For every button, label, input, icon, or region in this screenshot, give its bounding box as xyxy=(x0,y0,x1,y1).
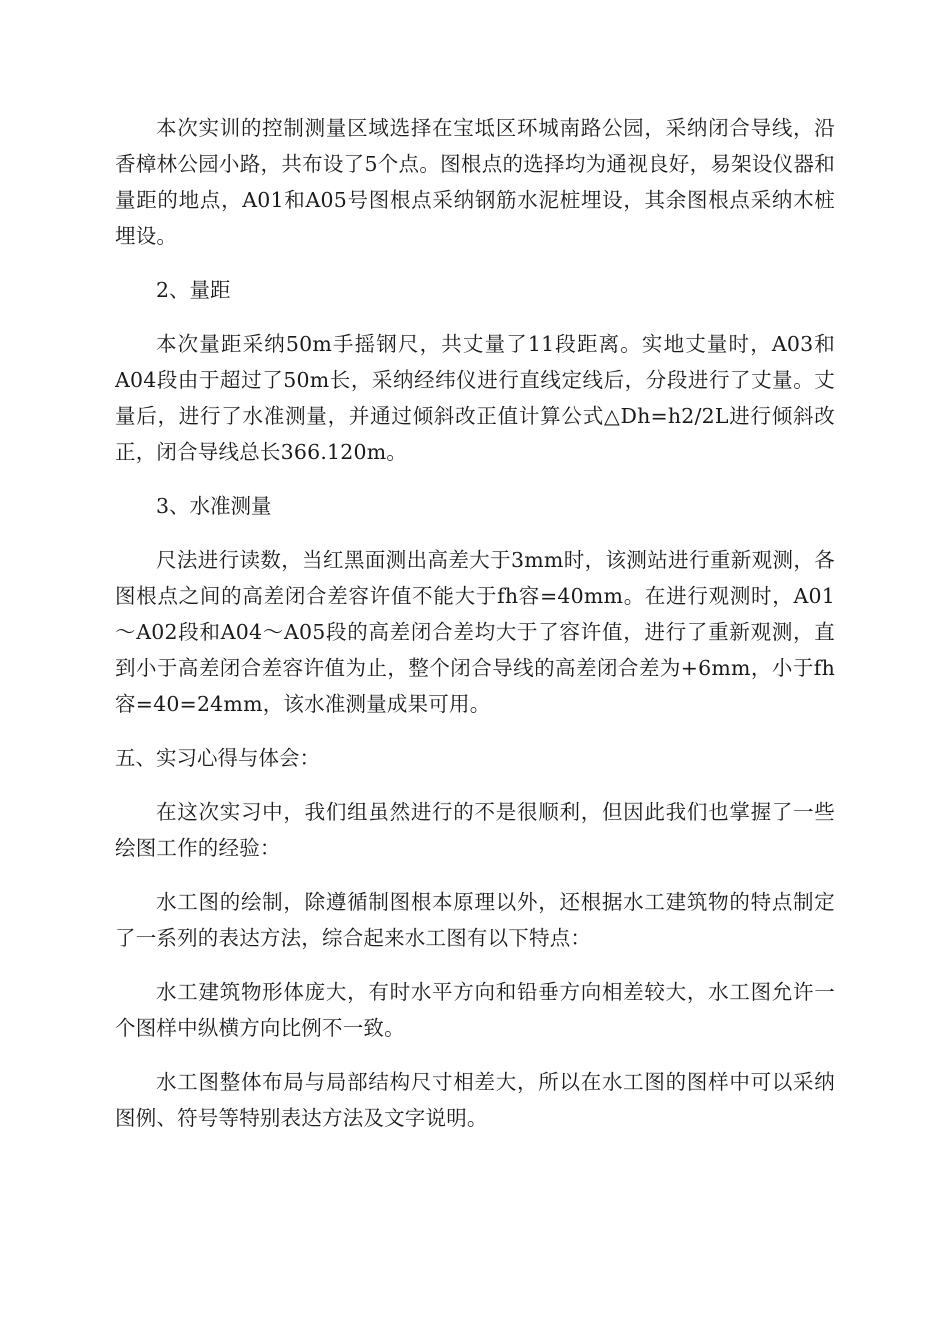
heading-distance-measurement: 2、量距 xyxy=(156,278,231,302)
document-page xyxy=(115,110,835,1154)
paragraph-control-survey: 本次实训的控制测量区域选择在宝坻区环城南路公园，采纳闭合导线，沿香樟林公园小路，共布设了5个点。图根点的选择均为通视良好，易架设仪器和量距的地点，A01和A05号图根点采纳钢筋水泥桩埋设，其余图根点采纳木桩埋设。 xyxy=(115,116,835,248)
paragraph-hydraulic-drawing: 水工图的绘制，除遵循制图根本原理以外，还根据水工建筑物的特点制定了一系列的表达方法，综合起来水工图有以下特点： xyxy=(115,890,835,950)
heading-leveling: 3、水准测量 xyxy=(156,494,272,518)
paragraph-experience: 在这次实习中，我们组虽然进行的不是很顺利，但因此我们也掌握了一些绘图工作的经验： xyxy=(115,800,835,860)
paragraph-scale-difference: 水工建筑物形体庞大，有时水平方向和铅垂方向相差较大，水工图允许一个图样中纵横方向比例不一致。 xyxy=(115,980,835,1040)
paragraph-layout-symbols: 水工图整体布局与局部结构尺寸相差大，所以在水工图的图样中可以采纳图例、符号等特别表达方法及文字说明。 xyxy=(115,1070,835,1130)
section-heading-reflections: 五、实习心得与体会： xyxy=(115,746,320,770)
paragraph-leveling: 尺法进行读数，当红黑面测出高差大于3mm时，该测站进行重新观测，各图根点之间的高差闭合差容许值不能大于fh容=40mm。在进行观测时，A01～A02段和A04～A05段的高差闭合差均大于了容许值，进行了重新观测，直到小于高差闭合差容许值为止，整个闭合导线的高差闭合差为+6mm，小于fh容=40=24mm，该水准测量成果可用。 xyxy=(115,548,835,716)
paragraph-distance-measurement: 本次量距采纳50m手摇钢尺，共丈量了11段距离。实地丈量时，A03和A04段由于超过了50m长，采纳经纬仪进行直线定线后，分段进行了丈量。丈量后，进行了水准测量，并通过倾斜改正值计算公式△Dh=h2/2L进行倾斜改正，闭合导线总长366.120m。 xyxy=(115,332,835,464)
